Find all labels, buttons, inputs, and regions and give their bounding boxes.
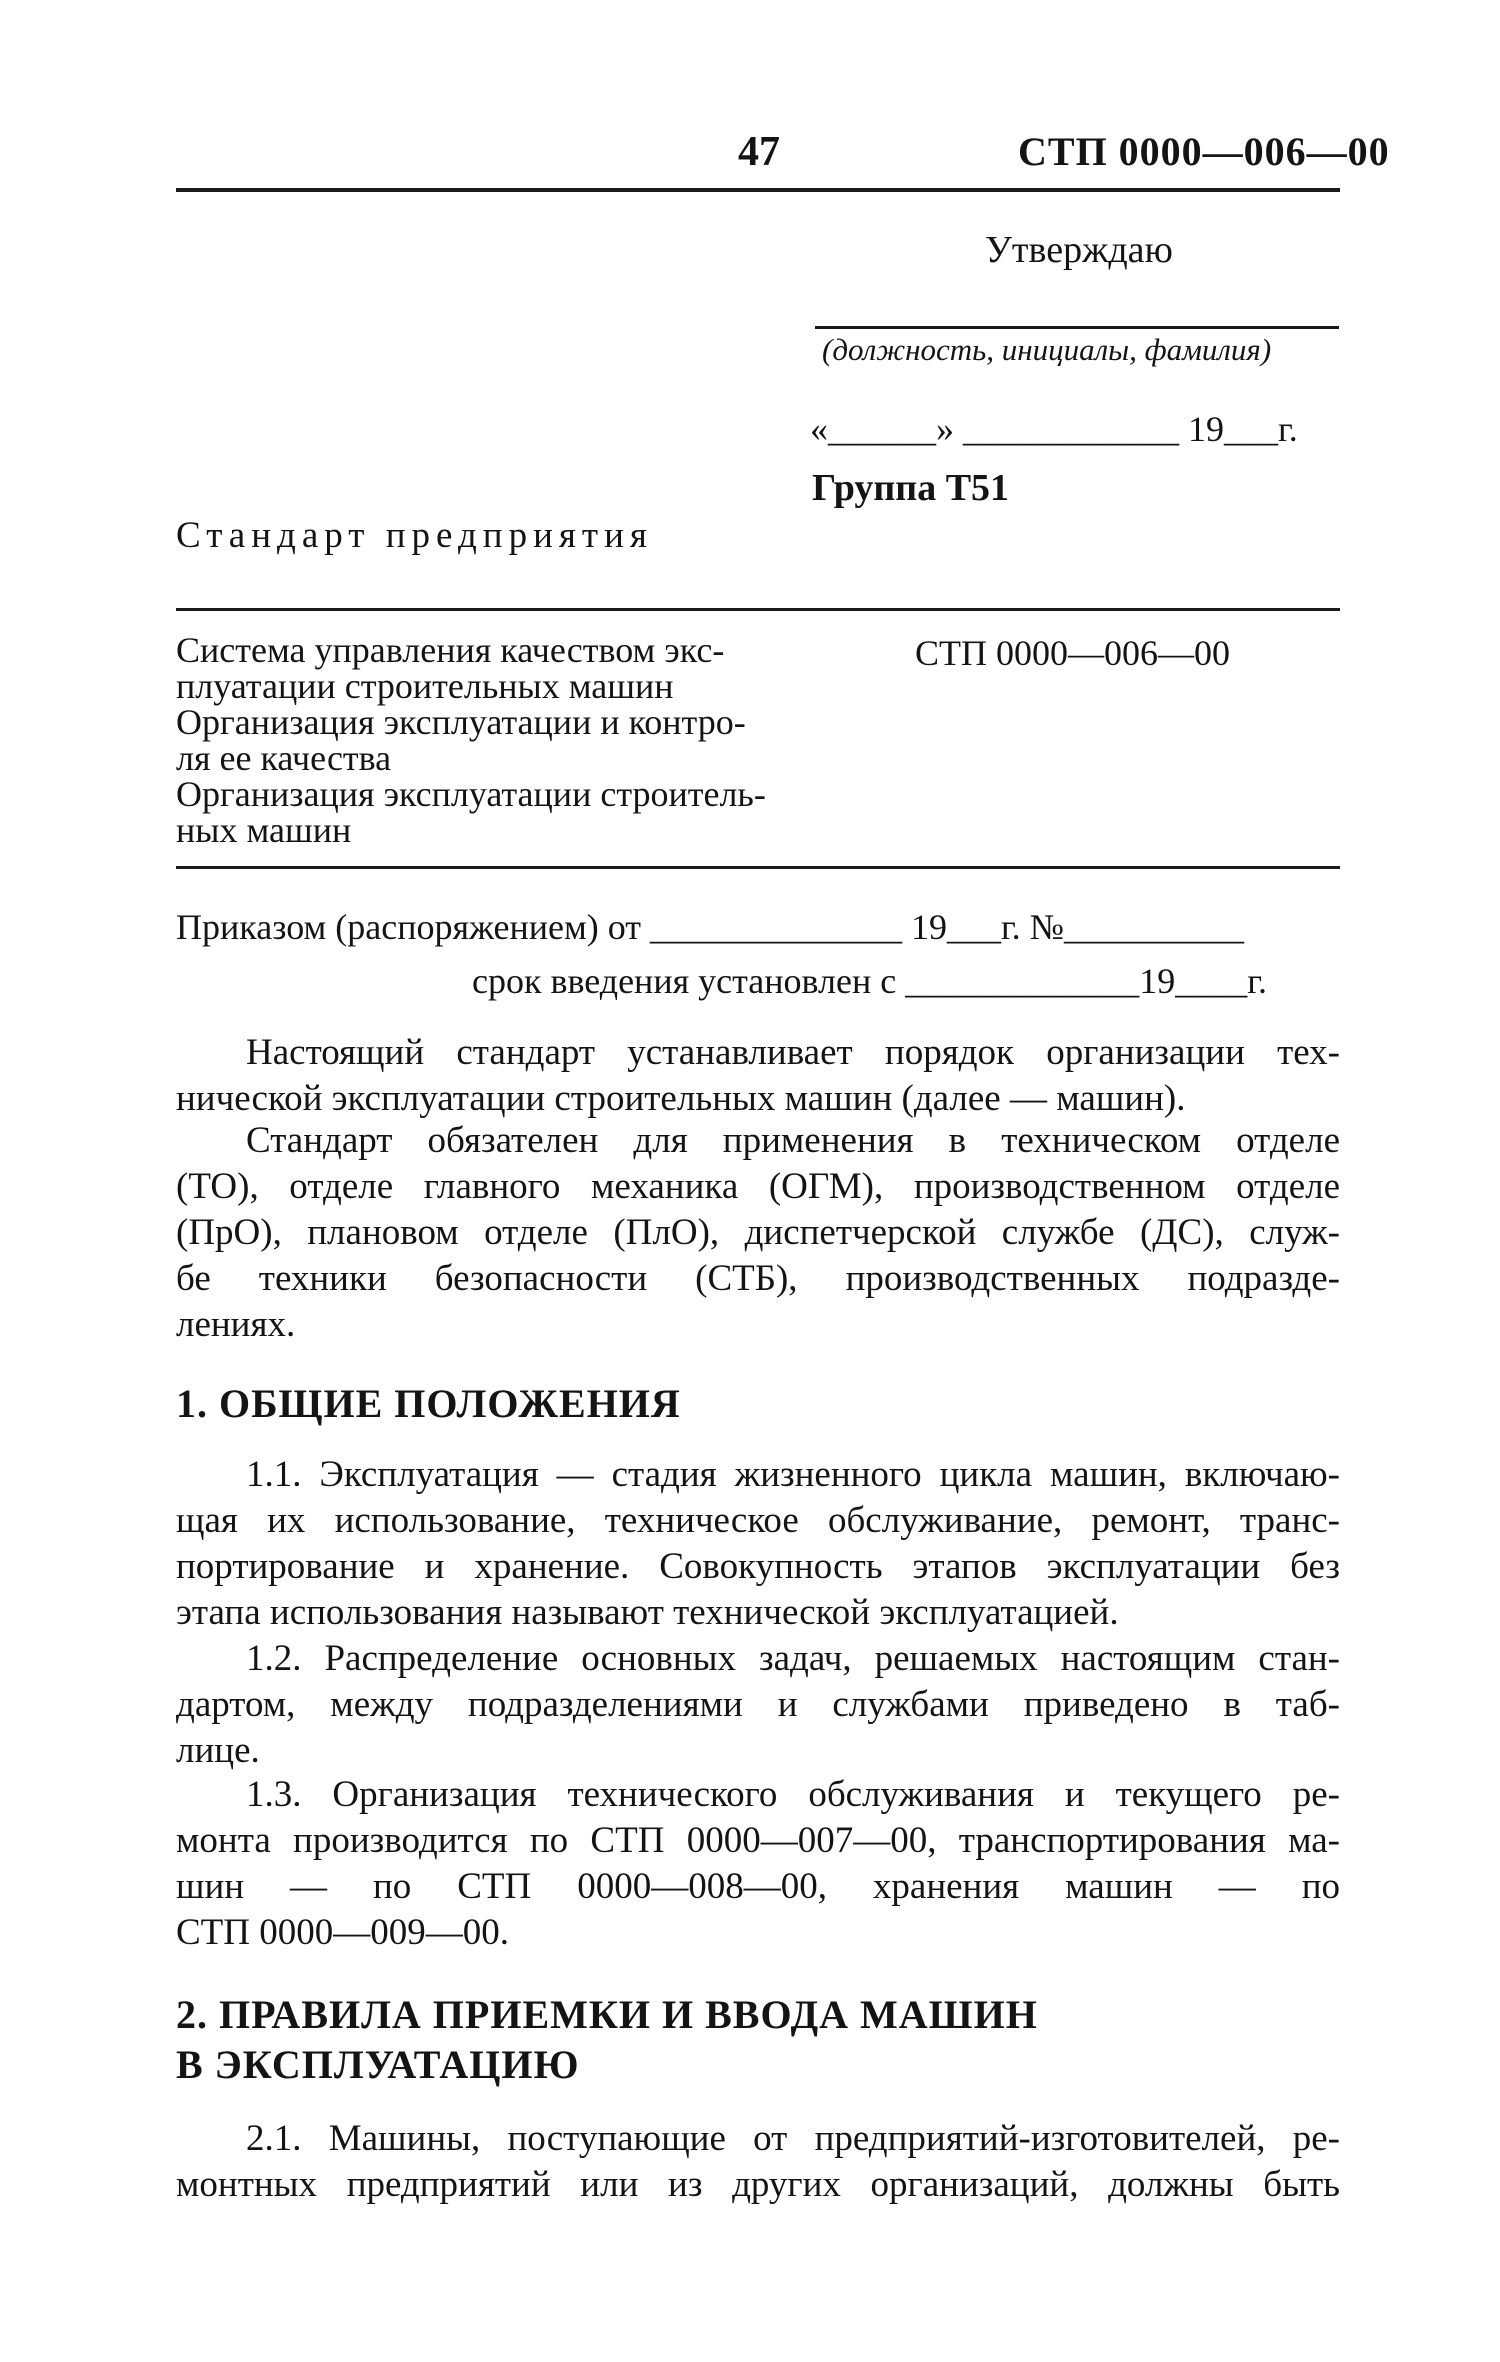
standard-type: Стандарт предприятия (176, 515, 653, 556)
group-label: Группа Т51 (812, 467, 1010, 509)
title-line: Организация эксплуатации и контро- (176, 702, 746, 742)
intro-paragraph-2 (176, 1118, 1340, 1348)
text-line: лениях. (176, 1304, 296, 1345)
title-line: ных машин (176, 810, 352, 850)
signature-caption: (должность, инициалы, фамилия) (822, 332, 1272, 367)
document-code: СТП 0000—006—00 (1018, 129, 1390, 174)
clause-1-1 (176, 1452, 1340, 1636)
title-line: ля ее качества (176, 738, 392, 778)
title-top-rule (176, 608, 1340, 611)
text-line: дартом, между подразделениями и службами приведено в таб- (176, 1684, 1340, 1725)
text-line: 1.2. Распределение основных задач, решаемых настоящим стан- (246, 1638, 1340, 1679)
clause-1-3 (176, 1772, 1340, 1956)
text-line: этапа использования называют технической эксплуатацией. (176, 1592, 1119, 1633)
heading-line: 2. ПРАВИЛА ПРИЕМКИ И ВВОДА МАШИН (176, 1992, 1038, 2037)
section-2-heading (176, 1990, 1038, 2090)
text-line: портирование и хранение. Совокупность этапов эксплуатации без (176, 1546, 1340, 1587)
text-line: СТП 0000—009—00. (176, 1912, 509, 1953)
text-line: шин — по СТП 0000—008—00, хранения машин — по (176, 1866, 1340, 1907)
text-line: монта производится по СТП 0000—007—00, транспортирования ма- (176, 1820, 1340, 1861)
text-line: монтных предприятий или из других организаций, должны быть (176, 2164, 1340, 2205)
title-bottom-rule (176, 866, 1340, 869)
title-line: Организация эксплуатации строитель- (176, 774, 766, 814)
text-line: (ПрО), плановом отделе (ПлО), диспетчерской службе (ДС), служ- (176, 1212, 1340, 1253)
text-line: лице. (176, 1730, 260, 1771)
text-line: щая их использование, техническое обслуживание, ремонт, транс- (176, 1500, 1340, 1541)
approval-date-line: «______» ____________ 19___г. (810, 409, 1298, 449)
approve-label: Утверждаю (985, 229, 1173, 271)
text-line: Стандарт обязателен для применения в техническом отделе (246, 1120, 1340, 1161)
text-line: (ТО), отделе главного механика (ОГМ), производственном отделе (176, 1166, 1340, 1207)
clause-2-1 (176, 2116, 1340, 2208)
title-line: Система управления качеством экс- (176, 630, 725, 670)
section-1-heading: 1. ОБЩИЕ ПОЛОЖЕНИЯ (176, 1381, 681, 1426)
page-number: 47 (738, 129, 780, 175)
title-code: СТП 0000—006—00 (915, 633, 1230, 673)
standard-title (176, 632, 826, 848)
text-line: бе техники безопасности (СТБ), производственных подразде- (176, 1258, 1340, 1299)
title-line: плуатации строительных машин (176, 666, 674, 706)
heading-line: В ЭКСПЛУАТАЦИЮ (176, 2042, 580, 2087)
intro-paragraph-1 (176, 1030, 1340, 1122)
effective-date-line: срок введения установлен с _____________19____г. (472, 961, 1267, 1001)
text-line: Настоящий стандарт устанавливает порядок организации тех- (246, 1032, 1340, 1073)
order-line: Приказом (распоряжением) от ______________ 19___г. №__________ (176, 907, 1245, 947)
text-line: 1.1. Эксплуатация — стадия жизненного цикла машин, включаю- (246, 1454, 1340, 1495)
text-line: нической эксплуатации строительных машин (далее — машин). (176, 1078, 1186, 1119)
header-rule (176, 188, 1340, 192)
text-line: 2.1. Машины, поступающие от предприятий-изготовителей, ре- (246, 2118, 1340, 2159)
signature-line (815, 326, 1339, 329)
text-line: 1.3. Организация технического обслуживания и текущего ре- (246, 1774, 1340, 1815)
clause-1-2 (176, 1636, 1340, 1774)
